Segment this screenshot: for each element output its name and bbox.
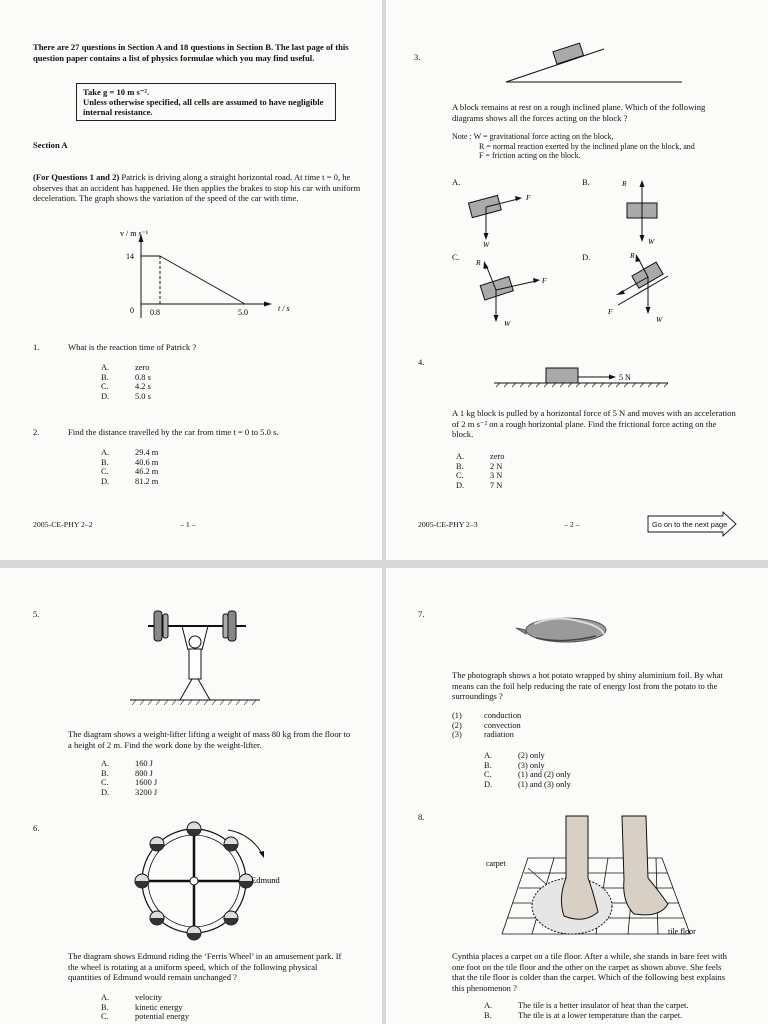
exam-page-4 <box>386 568 768 1024</box>
q4-number: 4. <box>418 357 425 367</box>
option-letter: B. <box>456 461 464 471</box>
next-page-arrow <box>386 0 768 560</box>
option-text: 2 N <box>490 461 503 471</box>
note-line-2: R = normal reaction exerted by the inclined plane on the block, and <box>479 141 695 151</box>
option-letter: D. <box>101 391 110 401</box>
option-letter: A. <box>484 751 493 760</box>
option-row <box>101 392 151 402</box>
option-row <box>101 477 158 487</box>
q7-text: The photograph shows a hot potato wrapped by shiny aluminium foil. By what means can the foil help reducing the rate of energy lost from the potato to the surroundings ? <box>452 670 723 701</box>
option-letter: A. <box>101 448 110 457</box>
option-text: (3) only <box>518 760 545 770</box>
stem-text: Patrick is driving along a straight horizontal road. At time t = 0, he observes that an accident has happened. He then applies the brakes to stop his car with uniform deceleration. The graph shows the variation of the speed of the car with time. <box>33 172 361 203</box>
option-letter: D. <box>484 779 493 789</box>
d-label-w: W <box>656 315 663 324</box>
box-line-2: Unless otherwise specified, all cells are assumed to have negligible internal resistance. <box>83 97 324 117</box>
option-letter: (3) <box>452 730 462 740</box>
graph-tick-0-8: 0.8 <box>150 308 160 317</box>
option-row <box>101 1012 189 1022</box>
option-row <box>101 993 189 1003</box>
option-row <box>101 373 151 383</box>
option-text: 4.2 s <box>135 382 151 392</box>
option-b-label: B. <box>582 177 590 187</box>
option-text: 160 J <box>135 759 153 768</box>
option-letter: C. <box>101 1012 109 1022</box>
exam-page-2 <box>386 0 768 560</box>
option-text: kinetic energy <box>135 1002 183 1012</box>
option-text: 800 J <box>135 768 153 778</box>
b-label-r: R <box>622 179 627 188</box>
option-text: velocity <box>135 993 162 1002</box>
option-row <box>101 458 158 468</box>
option-letter: B. <box>484 1010 492 1020</box>
option-letter: D. <box>101 787 110 797</box>
option-letter: B. <box>484 760 492 770</box>
q8-options <box>484 1001 688 1020</box>
footer-code: 2005-CE-PHY 2–3 <box>418 520 478 529</box>
option-letter: (1) <box>452 711 462 720</box>
q2-text: Find the distance travelled by the car from time t = 0 to 5.0 s. <box>68 427 279 437</box>
d-label-f: F <box>608 307 613 316</box>
option-row <box>101 1003 189 1013</box>
option-text: 40.6 m <box>135 457 159 467</box>
option-letter: D. <box>456 480 465 490</box>
option-text: 3200 J <box>135 787 158 797</box>
q2-options <box>101 448 158 486</box>
option-text: The tile is at a lower temperature than the carpet. <box>518 1010 683 1020</box>
note-line-3: F = friction acting on the block. <box>479 151 581 160</box>
option-text: (1) and (3) only <box>518 779 571 789</box>
footer-page: – 2 – <box>564 520 580 529</box>
graph-tick-0: 0 <box>130 306 134 315</box>
option-text: The tile is a better insulator of heat than the carpet. <box>518 1001 689 1010</box>
next-page-button[interactable]: Go on to the next page <box>652 520 728 529</box>
option-text: zero <box>135 363 150 372</box>
option-text: conduction <box>484 711 522 720</box>
graph-y-label: v / m s⁻¹ <box>120 229 149 238</box>
option-text: 81.2 m <box>135 476 159 486</box>
note-line-1: Note : W = gravitational force acting on the block, <box>452 132 614 141</box>
option-d-label: D. <box>582 252 591 262</box>
c-label-f: F <box>542 276 547 285</box>
option-row <box>101 382 151 392</box>
option-text: 7 N <box>490 480 503 490</box>
option-text: 1600 J <box>135 778 158 788</box>
exam-page-1 <box>0 0 382 560</box>
option-letter: (2) <box>452 720 462 730</box>
option-text: 29.4 m <box>135 448 159 457</box>
q6-text: The diagram shows Edmund riding the ‘Ferris Wheel’ in an amusement park. If the wheel is rotating at a uniform speed, which of the following physical quantities of Edmund would remain unchanged ? <box>68 951 342 982</box>
option-c-label: C. <box>452 252 460 262</box>
option-row <box>101 448 158 458</box>
graph-tick-5-0: 5.0 <box>238 308 248 317</box>
tile-floor-label: tile floor <box>668 927 696 936</box>
option-letter: D. <box>101 476 110 486</box>
c-label-w: W <box>504 319 511 328</box>
footer-code: 2005-CE-PHY 2–2 <box>33 520 93 529</box>
q3-text: A block remains at rest on a rough inclined plane. Which of the following diagrams shows all the forces acting on the block ? <box>452 102 706 123</box>
option-letter: B. <box>101 768 109 778</box>
d-label-r: R <box>630 251 635 260</box>
option-letter: C. <box>456 471 464 481</box>
q7-number: 7. <box>418 609 425 619</box>
graph-x-label: t / s <box>278 304 290 313</box>
a-label-w: W <box>483 240 490 249</box>
option-text: (2) only <box>518 751 545 760</box>
a-label-f: F <box>526 193 531 202</box>
footer-page: – 1 – <box>180 520 196 529</box>
option-letter: C. <box>101 382 109 392</box>
edmund-label: Edmund <box>251 875 280 885</box>
q6-options <box>101 993 189 1022</box>
stem-bold: (For Questions 1 and 2) <box>33 172 120 182</box>
option-text: radiation <box>484 730 514 740</box>
box-line-1: Take g = 10 m s⁻². <box>83 87 150 97</box>
option-letter: C. <box>101 778 109 788</box>
option-text: 3 N <box>490 471 503 481</box>
option-text: 46.2 m <box>135 467 159 477</box>
c-label-r: R <box>476 258 481 267</box>
option-text: potential energy <box>135 1012 190 1022</box>
option-letter: B. <box>101 372 109 382</box>
q1-options <box>101 363 151 401</box>
option-row <box>484 1001 688 1011</box>
option-text: zero <box>490 452 505 461</box>
option-letter: C. <box>101 467 109 477</box>
option-text: convection <box>484 720 521 730</box>
option-letter: A. <box>101 993 110 1002</box>
q5-number: 5. <box>33 609 40 619</box>
option-text: (1) and (2) only <box>518 770 571 780</box>
q4-text: A 1 kg block is pulled by a horizontal force of 5 N and moves with an acceleration of 2 m s⁻² on a rough horizontal plane. Find the frictional force acting on the block. <box>452 408 736 439</box>
q8-text: Cynthia places a carpet on a tile floor. After a while, she stands in bare feet with one foot on the tile floor and the other on the carpet as shown above. She feels that the tile floor is colder than the carpet. Which of the following best explains this phenomenon ? <box>452 951 727 993</box>
q4-force-label: 5 N <box>619 373 631 382</box>
option-a-label: A. <box>452 177 461 187</box>
q6-number: 6. <box>33 823 40 833</box>
q3-number: 3. <box>414 52 421 62</box>
q5-text: The diagram shows a weight-lifter lifting a weight of mass 80 kg from the floor to a height of 2 m. Find the work done by the weight-lifter. <box>68 729 351 750</box>
q8-number: 8. <box>418 812 425 822</box>
graph-tick-14: 14 <box>126 252 134 261</box>
option-row <box>101 363 151 373</box>
b-label-w: W <box>648 237 655 246</box>
option-row <box>484 1011 688 1021</box>
q2-number: 2. <box>33 427 40 437</box>
option-letter: C. <box>484 770 492 780</box>
speed-time-graph <box>0 0 382 560</box>
exam-page-3 <box>0 568 382 1024</box>
option-letter: B. <box>101 1002 109 1012</box>
option-row <box>101 467 158 477</box>
option-letter: A. <box>101 363 110 372</box>
option-text: 5.0 s <box>135 391 151 401</box>
q1-text: What is the reaction time of Patrick ? <box>68 342 197 352</box>
option-letter: A. <box>456 452 465 461</box>
section-heading: Section A <box>33 140 68 150</box>
option-letter: A. <box>101 759 110 768</box>
option-text: 0.8 s <box>135 372 151 382</box>
q1-number: 1. <box>33 342 40 352</box>
carpet-label: carpet <box>486 859 506 868</box>
option-letter: A. <box>484 1001 493 1010</box>
intro-text: There are 27 questions in Section A and 18 questions in Section B. The last page of this question paper contains a list of physics formulae which you may find useful. <box>33 42 349 63</box>
option-letter: B. <box>101 457 109 467</box>
